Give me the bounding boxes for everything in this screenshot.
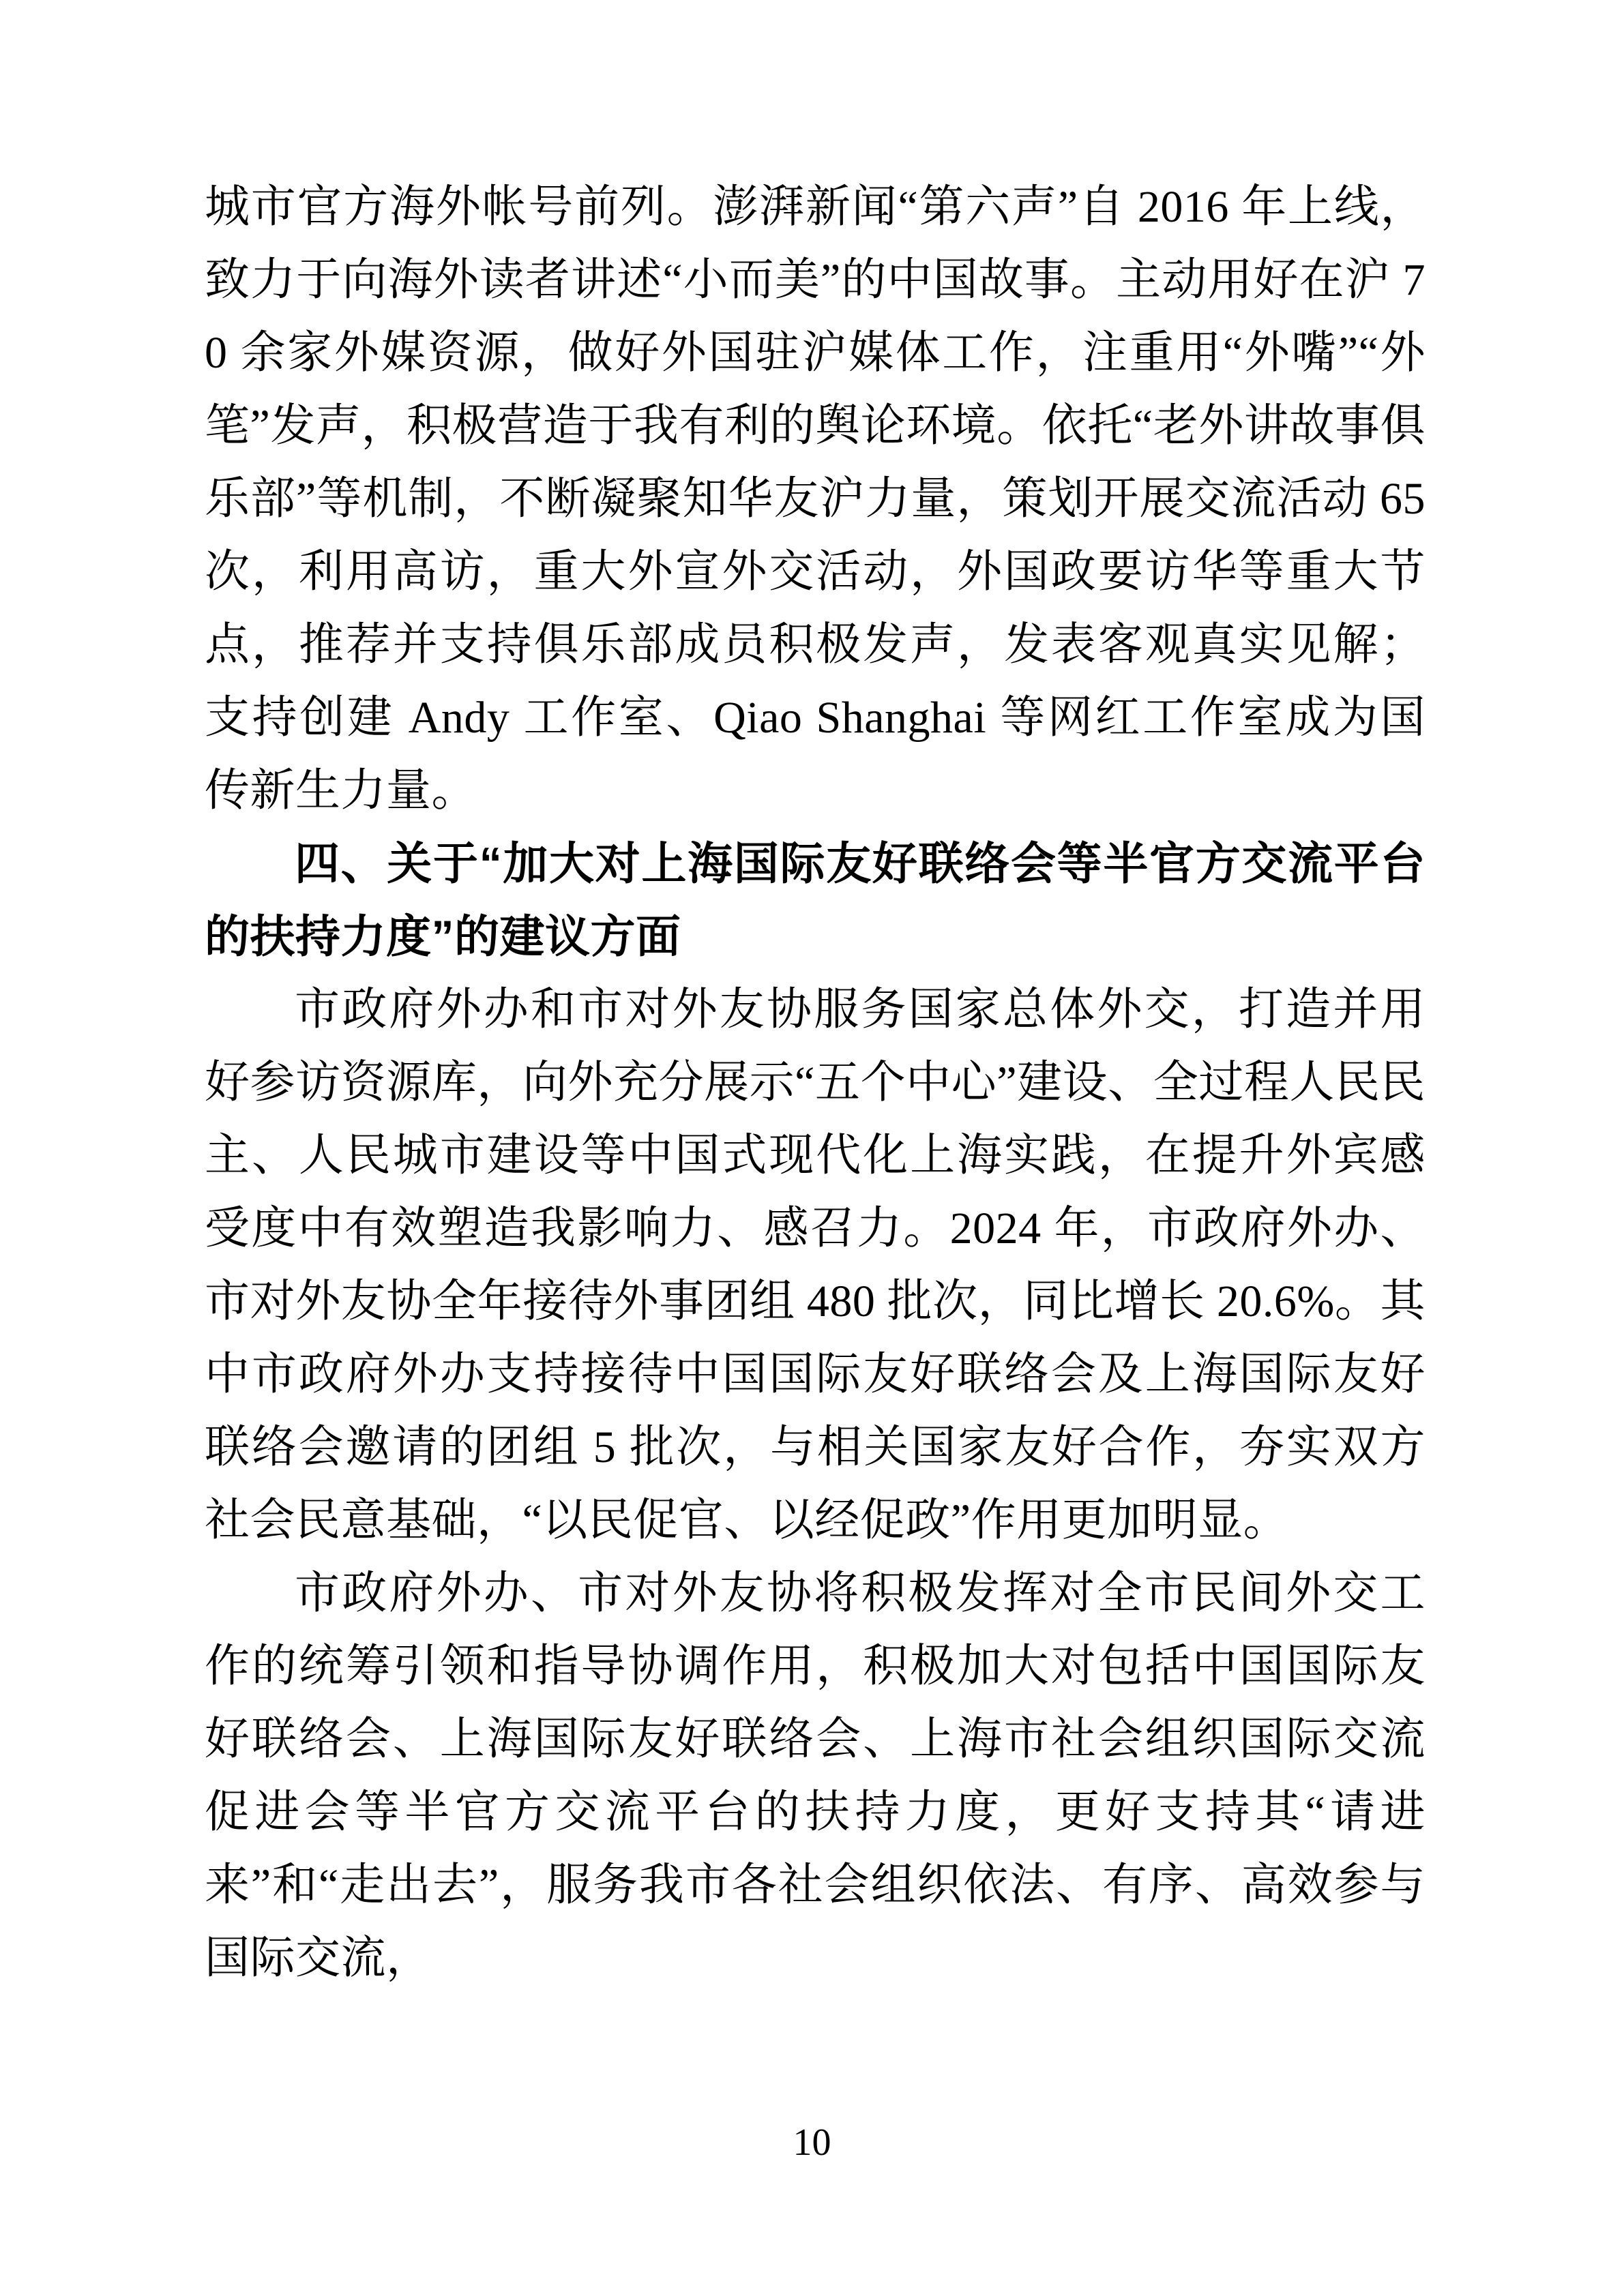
- body-paragraph-1: 城市官方海外帐号前列。澎湃新闻“第六声”自 2016 年上线，致力于向海外读者讲述“小而美”的中国故事。主动用好在沪 70 余家外媒资源，做好外国驻沪媒体工作，注重用“外嘴”“外笔”发声，积极营造于我有利的舆论环境。依托“老外讲故事俱乐部”等机制，不断凝聚知华友沪力量，策划开展交流活动 65 次，利用高访，重大外宣外交活动，外国政要访华等重大节点，推荐并支持俱乐部成员积极发声，发表客观真实见解；支持创建 Andy 工作室、Qiao Shanghai 等网红工作室成为国传新生力量。: [205, 182, 1426, 816]
- body-paragraph-3: 市政府外办、市对外友协将积极发挥对全市民间外交工作的统筹引领和指导协调作用，积极加大对包括中国国际友好联络会、上海国际友好联络会、上海市社会组织国际交流促进会等半官方交流平台的扶持力度，更好支持其“请进来”和“走出去”，服务我市各社会组织依法、有序、高效参与国际交流，: [205, 1568, 1426, 1983]
- page-content: [205, 170, 1426, 1995]
- body-paragraph-2: 市政府外办和市对外友协服务国家总体外交，打造并用好参访资源库，向外充分展示“五个中心”建设、全过程人民民主、人民城市建设等中国式现代化上海实践，在提升外宾感受度中有效塑造我影响力、感召力。2024 年，市政府外办、市对外友协全年接待外事团组 480 批次，同比增长 20.6%。其中市政府外办支持接待中国国际友好联络会及上海国际友好联络会邀请的团组 5 批次，与相关国家友好合作，夯实双方社会民意基础，“以民促官、以经促政”作用更加明显。: [205, 985, 1426, 1545]
- section-heading-four: 四、关于“加大对上海国际友好联络会等半官方交流平台的扶持力度”的建议方面: [205, 838, 1426, 961]
- page-number: 10: [793, 2121, 831, 2164]
